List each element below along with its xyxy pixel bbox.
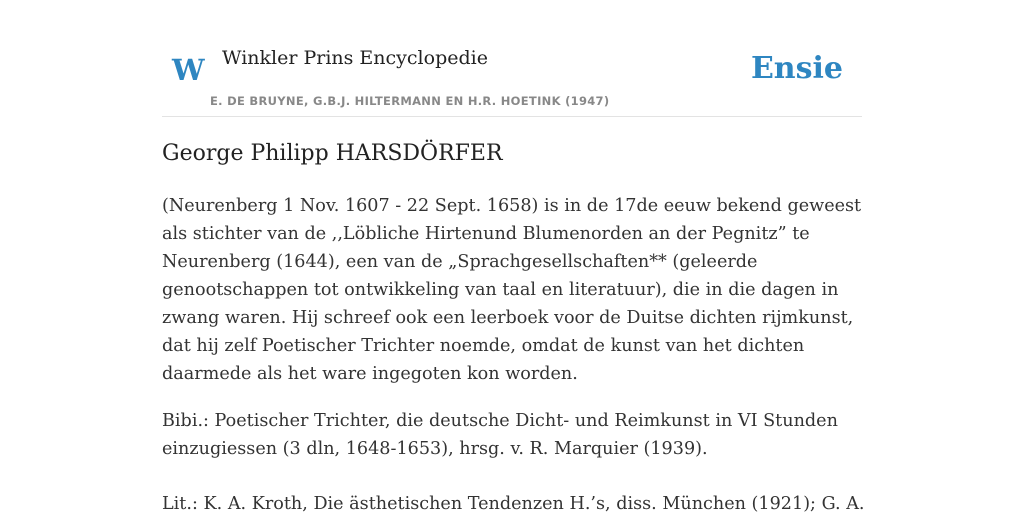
literature-paragraph: Lit.: K. A. Kroth, Die ästhetischen Tendenzen H.’s, diss. München (1921); G. A. — [162, 494, 865, 512]
article-title: George Philipp HARSDÖRFER — [162, 141, 503, 166]
logo-icon[interactable]: W — [172, 53, 205, 87]
site-header — [162, 0, 862, 117]
publication-authors: E. DE BRUYNE, G.B.J. HILTERMANN EN H.R. HOETINK (1947) — [210, 94, 610, 108]
article-paragraph: (Neurenberg 1 Nov. 1607 - 22 Sept. 1658) is in de 17de eeuw bekend geweest als stichter van de ,,Löbliche Hirtenund Blumenorden an der Pegnitz” te Neurenberg (1644), een van de „Sprachgesellschaften** (geleerde genootschappen tot ontwikkeling van taal en literatuur), die in die dagen in zwang waren. Hij schreef ook een leerboek voor de Duitse dichten rijmkunst, dat hij zelf Poetischer Trichter noemde, omdat de kunst van het dichten daarmede als het ware ingegoten kon worden. — [162, 196, 862, 384]
brand-logo[interactable]: Ensie — [750, 51, 843, 86]
publication-title[interactable]: Winkler Prins Encyclopedie — [222, 47, 488, 69]
article-content — [162, 136, 865, 512]
bibliography-paragraph: Bibi.: Poetischer Trichter, die deutsche Dicht- und Reimkunst in VI Stunden einzugiessen (3 dln, 1648-1653), hrsg. v. R. Marquier (1939). — [162, 411, 838, 459]
